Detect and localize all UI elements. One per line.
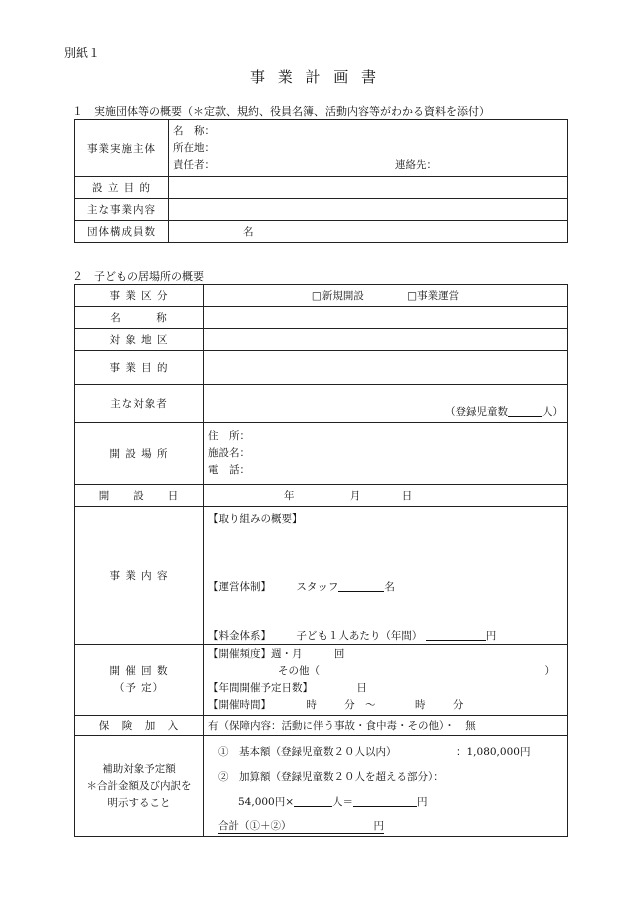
date-month: 月 <box>349 490 361 502</box>
annual-days-unit: 日 <box>356 682 367 694</box>
freq-other-close: ） <box>544 665 555 677</box>
venue-phone-field[interactable]: 電 話： <box>208 464 250 476</box>
frequency-label: 開 催 回 数 <box>109 665 169 677</box>
site-name-field[interactable] <box>204 307 568 329</box>
entity-label: 事業実施主体 <box>75 120 169 177</box>
addition-amount-blank[interactable] <box>353 795 417 807</box>
addition-count-blank[interactable] <box>294 795 332 807</box>
area-field[interactable] <box>204 329 568 351</box>
section1-heading: １ 実施団体等の概要（＊定款、規約、役員名簿、活動内容等がわかる資料を添付） <box>72 105 490 118</box>
addition-prefix: 54,000円× <box>238 796 295 808</box>
fee-amount-blank[interactable] <box>426 629 486 641</box>
fee-text: 子ども１人あたり（年間） <box>296 630 423 642</box>
contact-field[interactable]: 連絡先： <box>395 158 437 171</box>
name-field[interactable]: 名 称： <box>173 124 215 137</box>
annual-days-row[interactable] <box>208 680 367 695</box>
freq-row[interactable] <box>208 646 344 661</box>
main-business-field[interactable] <box>169 199 568 221</box>
registered-prefix: （登録児童数 <box>445 406 508 418</box>
hours-h2: 時 <box>415 699 426 711</box>
site-name-label: 名 称 <box>75 307 204 329</box>
member-unit: 名 <box>243 226 254 238</box>
total-text: 合計（①＋②） <box>218 820 292 832</box>
annual-days-label: 【年間開催予定日数】 <box>208 682 313 694</box>
site-purpose-field[interactable] <box>204 351 568 385</box>
page-title: 事 業 計 画 書 <box>249 68 381 86</box>
subsidy-label-3: 明示すること <box>107 796 171 809</box>
category-label: 事 業 区 分 <box>75 285 204 307</box>
manager-row <box>173 157 563 174</box>
insurance-label: 保 険 加 入 <box>75 716 204 736</box>
staff-label: 【運営体制】 <box>208 581 271 593</box>
addition-calc <box>238 794 428 809</box>
addition-text: ② 加算額（登録児童数２０人を超える部分）： <box>218 771 444 783</box>
address-field[interactable]: 所在地： <box>173 141 215 154</box>
subsidy-label-cell <box>75 736 204 837</box>
registered-count-blank[interactable] <box>508 405 542 417</box>
attachment-label: 別紙１ <box>64 46 101 60</box>
basic-amount-text: ① 基本額（登録児童数２０人以内） <box>218 746 397 758</box>
site-table <box>74 284 568 837</box>
area-label: 対 象 地 区 <box>75 329 204 351</box>
venue-label: 開 設 場 所 <box>75 423 204 485</box>
subsidy-label-1: 補助対象予定額 <box>102 762 176 775</box>
fee-label: 【料金体系】 <box>208 630 271 642</box>
staff-count-blank[interactable] <box>338 580 384 592</box>
target-label: 主な対象者 <box>75 385 204 423</box>
organization-table <box>74 119 568 243</box>
subsidy-label-2: ＊合計金額及び内訳を <box>86 779 192 792</box>
hours-m2: 分 <box>452 699 464 711</box>
content-label: 事 業 内 容 <box>75 507 204 645</box>
subsidy-fields <box>204 736 568 837</box>
hours-h1: 時 <box>306 699 317 711</box>
date-day: 日 <box>401 490 413 502</box>
option-operation[interactable]: □事業運営 <box>407 290 460 302</box>
frequency-sub: （予 定） <box>113 682 165 694</box>
hours-m1: 分 ～ <box>344 699 376 711</box>
hours-row[interactable] <box>208 697 463 712</box>
target-field[interactable] <box>204 385 568 423</box>
freq-heading: 【開催頻度】週・月 <box>208 648 303 660</box>
fee-unit: 円 <box>485 630 497 642</box>
purpose-field[interactable] <box>169 177 568 199</box>
option-new[interactable]: □新規開設 <box>311 290 364 302</box>
venue-address-field[interactable]: 住 所： <box>208 430 250 442</box>
section2-heading: ２ 子どもの居場所の概要 <box>72 270 204 283</box>
frequency-label-cell <box>75 645 204 716</box>
purpose-label: 設 立 目 的 <box>75 177 169 199</box>
registered-suffix: 人） <box>542 406 563 418</box>
addition-mid: 人＝ <box>332 796 354 808</box>
freq-times: 回 <box>333 648 345 660</box>
open-date-field[interactable] <box>204 485 568 507</box>
total-unit: 円 <box>373 820 384 832</box>
fee-row <box>208 628 496 643</box>
venue-fields <box>204 423 568 485</box>
main-business-label: 主な事業内容 <box>75 199 169 221</box>
insurance-field[interactable]: 有（保障内容：活動に伴う事故・食中毒・その他）・ 無 <box>204 716 568 736</box>
date-year: 年 <box>284 490 295 502</box>
entity-fields <box>169 120 568 177</box>
member-count-label: 団体構成員数 <box>75 221 169 243</box>
open-date-label: 開 設 日 <box>75 485 204 507</box>
category-options <box>204 285 568 307</box>
overview-label: 【取り組みの概要】 <box>208 513 303 525</box>
content-field[interactable] <box>204 507 568 645</box>
freq-other[interactable]: その他（ <box>278 665 320 677</box>
staff-text: スタッフ <box>296 581 339 593</box>
venue-facility-field[interactable]: 施設名： <box>208 447 250 459</box>
addition-suffix: 円 <box>417 796 428 808</box>
hours-label: 【開催時間】 <box>208 699 271 711</box>
total-row[interactable] <box>218 818 384 834</box>
frequency-fields <box>204 645 568 716</box>
manager-field[interactable]: 責任者： <box>173 158 215 171</box>
member-count-field[interactable] <box>169 221 568 243</box>
basic-amount-value: ：1,080,000円 <box>456 746 531 758</box>
site-purpose-label: 事 業 目 的 <box>75 351 204 385</box>
staff-row <box>208 579 395 594</box>
staff-unit: 名 <box>384 581 395 593</box>
